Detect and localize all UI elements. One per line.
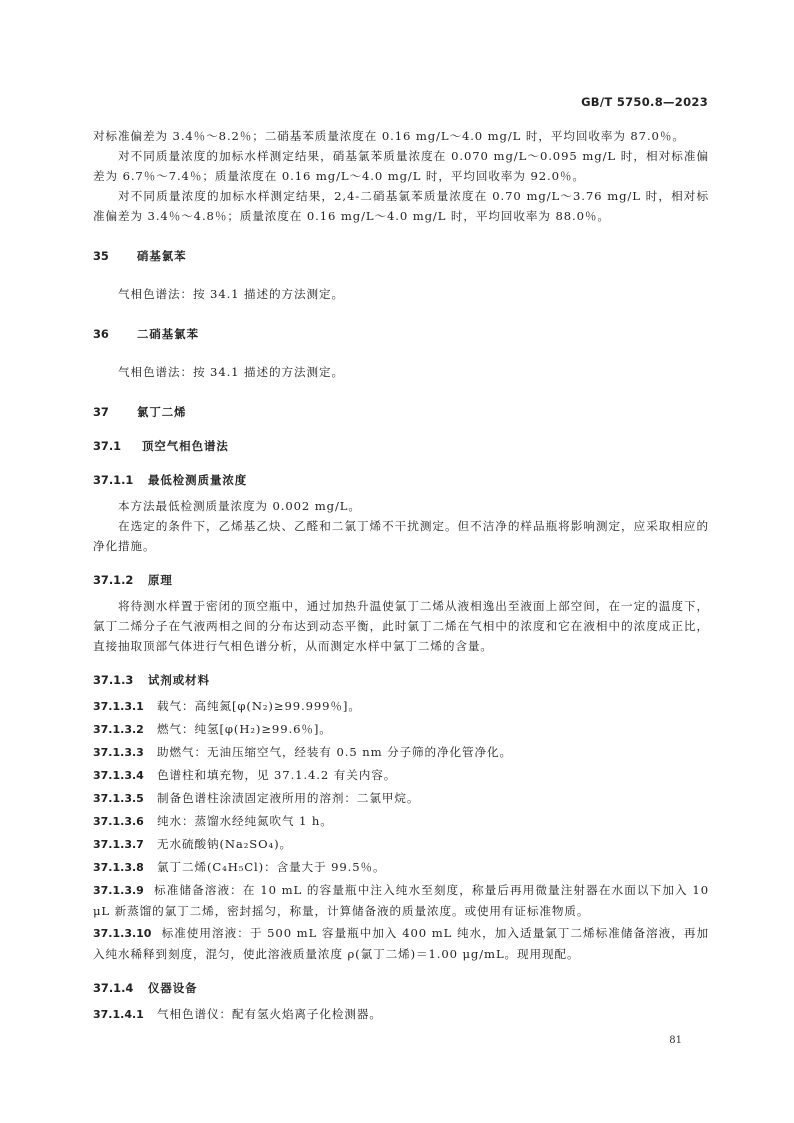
intro-paragraph: 对标准偏差为 3.4％～8.2％；二硝基苯质量浓度在 0.16 mg/L～4.0 mg/L 时，平均回收率为 87.0％。: [93, 129, 685, 143]
item-number: 37.1.3.9: [93, 884, 144, 897]
paragraph: 将待测水样置于密闭的顶空瓶中，通过加热升温使氯丁二烯从液相逸出至液面上部空间，在一定的温度下，氯丁二烯分子在气液两相之间的分布达到动态平衡，此时氯丁二烯在气相中的浓度和它在液相中的浓度成正比，直接抽取顶部气体进行气相色谱分析，从而测定水样中氯丁二烯的含量。: [93, 599, 709, 653]
section-number: 37.1.3: [93, 673, 134, 687]
item-number: 37.1.3.3: [93, 746, 144, 759]
item-text: 色谱柱和填充物，见 37.1.4.2 有关内容。: [157, 768, 397, 782]
item-text: 气相色谱仪：配有氢火焰离子化检测器。: [157, 1007, 382, 1021]
page-number: 81: [669, 1035, 682, 1046]
section-title: 最低检测质量浓度: [148, 473, 248, 487]
list-item: [93, 1004, 709, 1025]
item-text: 载气：高纯氮[φ(N₂)≥99.999％]。: [157, 699, 361, 713]
intro-paragraph: 对不同质量浓度的加标水样测定结果，硝基氯苯质量浓度在 0.070 mg/L～0.095 mg/L 时，相对标准偏差为 6.7％～7.4％；质量浓度在 0.16 mg/L～4.0 mg/L 时，平均回收率为 92.0％。: [93, 149, 709, 183]
section-title: 氯丁二烯: [137, 405, 187, 419]
section-heading-37-1-4: [93, 978, 709, 998]
item-text: 氯丁二烯(C₄H₅Cl)：含量大于 99.5％。: [157, 860, 386, 874]
section-heading-37-1: [93, 436, 709, 456]
section-heading-37-1-3: [93, 670, 709, 690]
item-number: 37.1.3.6: [93, 815, 144, 828]
section-heading-37-1-1: [93, 470, 709, 490]
section-number: 37.1.1: [93, 473, 134, 487]
paragraph: 在选定的条件下，乙烯基乙炔、乙醛和二氯丁烯不干扰测定。但不洁净的样品瓶将影响测定，应采取相应的净化措施。: [93, 519, 709, 553]
section-number: 37.1.4: [93, 981, 134, 995]
section-number: 36: [93, 327, 109, 341]
list-item: [93, 834, 709, 855]
item-number: 37.1.3.5: [93, 792, 144, 805]
section-heading-37-1-2: [93, 570, 709, 590]
item-number: 37.1.3.1: [93, 700, 144, 713]
section-title: 试剂或材料: [148, 673, 210, 687]
section-title: 仪器设备: [148, 981, 198, 995]
section-heading-36: [93, 324, 709, 344]
intro-paragraph: 对不同质量浓度的加标水样测定结果，2,4-二硝基氯苯质量浓度在 0.70 mg/L～3.76 mg/L 时，相对标准偏差为 3.4％～4.8％；质量浓度在 0.16 mg/L～4.0 mg/L 时，平均回收率为 88.0％。: [93, 189, 709, 223]
item-text: 助燃气：无油压缩空气，经装有 0.5 nm 分子筛的净化管净化。: [157, 745, 513, 759]
item-number: 37.1.4.1: [93, 1008, 144, 1021]
list-item: [93, 765, 709, 786]
item-number: 37.1.3.8: [93, 861, 144, 874]
item-text: 燃气：纯氢[φ(H₂)≥99.6％]。: [157, 722, 332, 736]
list-item: [93, 719, 709, 740]
list-item: [93, 857, 709, 878]
list-item: [93, 811, 709, 832]
section-number: 35: [93, 249, 109, 263]
section-title: 原理: [148, 573, 173, 587]
section-title: 二硝基氯苯: [137, 327, 199, 341]
section-36-text: 气相色谱法：按 34.1 描述的方法测定。: [118, 365, 344, 379]
section-heading-35: [93, 246, 709, 266]
section-number: 37.1: [93, 439, 122, 453]
item-text: 制备色谱柱涂渍固定液所用的溶剂：二氯甲烷。: [157, 791, 420, 805]
reagent-list: [93, 696, 709, 964]
item-number: 37.1.3.2: [93, 723, 144, 736]
item-text: 标准使用溶液：于 500 mL 容量瓶中加入 400 mL 纯水，加入适量氯丁二烯标准储备溶液，再加入纯水稀释到刻度，混匀，使此溶液质量浓度 ρ(氯丁二烯)＝1.00 μg/mL。现用现配。: [93, 926, 709, 961]
list-item: [93, 880, 709, 921]
document-body: [93, 126, 709, 1025]
item-text: 纯水：蒸馏水经纯氮吹气 1 h。: [157, 814, 333, 828]
section-number: 37.1.2: [93, 573, 134, 587]
section-35-text: 气相色谱法：按 34.1 描述的方法测定。: [118, 287, 344, 301]
item-text: 标准储备溶液：在 10 mL 的容量瓶中注入纯水至刻度，称量后再用微量注射器在水面以下加入 10 μL 新蒸馏的氯丁二烯，密封摇匀，称量，计算储备液的质量浓度。或使用有证标准物质。: [93, 883, 709, 918]
section-number: 37: [93, 405, 109, 419]
list-item: [93, 742, 709, 763]
item-number: 37.1.3.4: [93, 769, 144, 782]
paragraph: 本方法最低检测质量浓度为 0.002 mg/L。: [118, 499, 361, 513]
item-number: 37.1.3.10: [93, 927, 152, 940]
list-item: [93, 696, 709, 717]
list-item: [93, 923, 709, 964]
section-title: 硝基氯苯: [137, 249, 187, 263]
standard-number: GB/T 5750.8—2023: [581, 95, 708, 109]
section-heading-37: [93, 402, 709, 422]
item-text: 无水硫酸钠(Na₂SO₄)。: [157, 837, 293, 851]
item-number: 37.1.3.7: [93, 838, 144, 851]
list-item: [93, 788, 709, 809]
section-title: 顶空气相色谱法: [142, 439, 229, 453]
